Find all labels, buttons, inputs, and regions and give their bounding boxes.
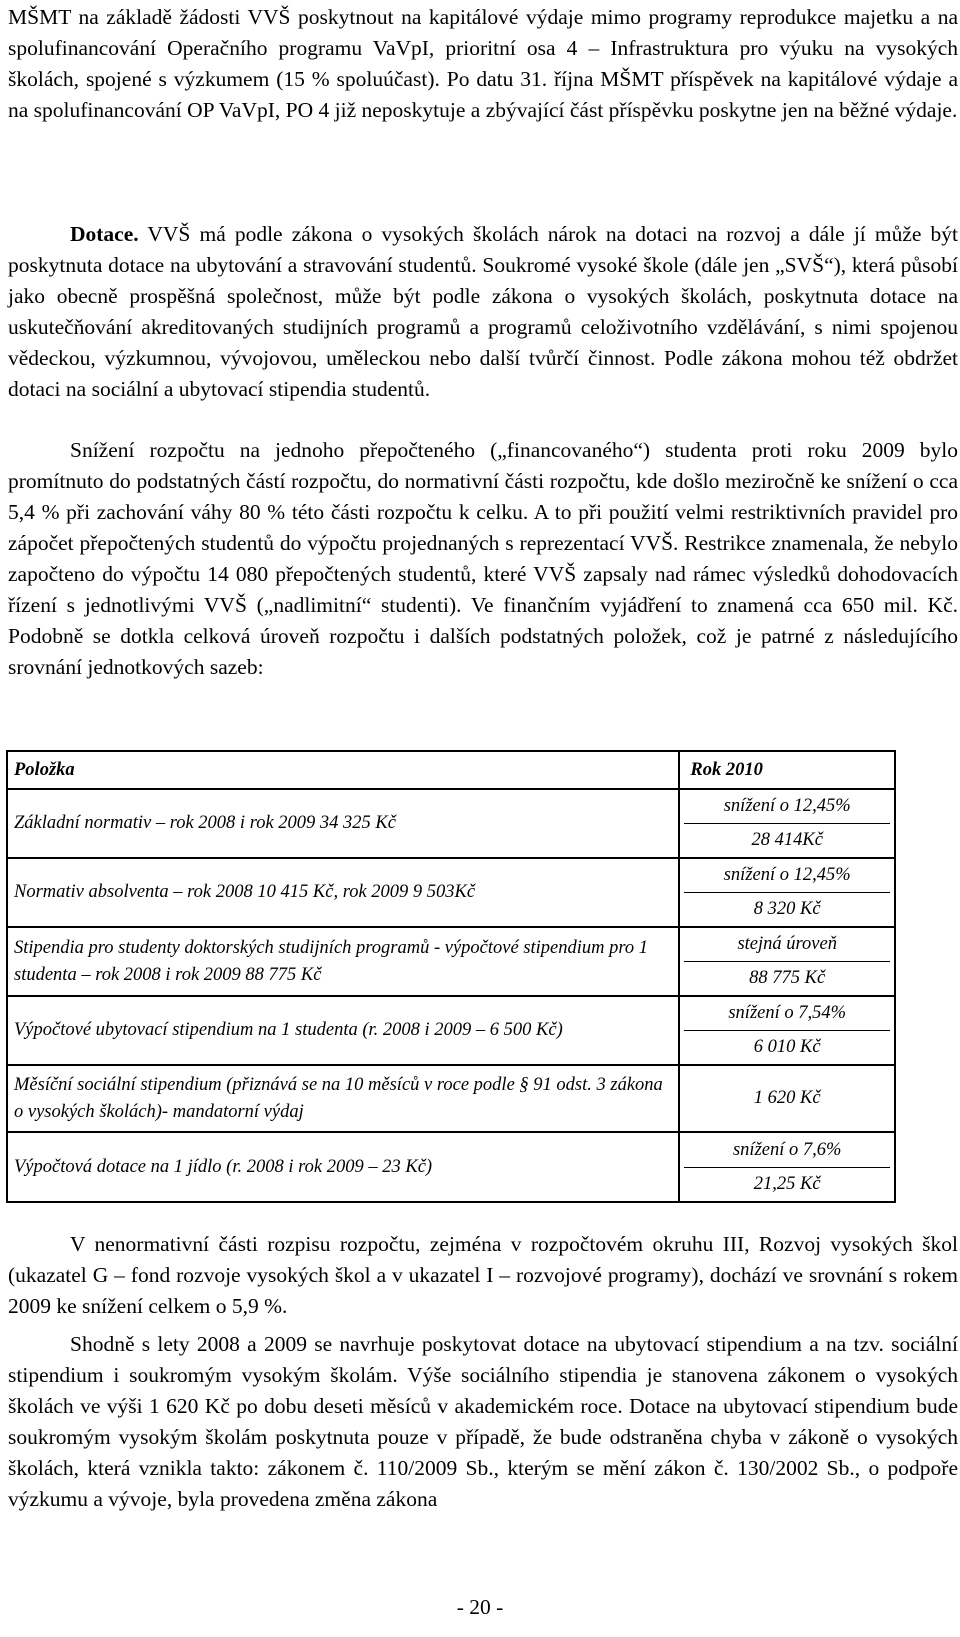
row-value: 21,25 Kč [753, 1173, 821, 1194]
subsidies-heading: Dotace. [70, 222, 139, 246]
header-item: Položka [7, 751, 679, 789]
paragraph-budget-reduction: Snížení rozpočtu na jednoho přepočteného („financovaného“) studenta proti roku 2009 bylo promítnuto do podstatných částí rozpočtu, do normativní části rozpočtu, kde došlo meziročně ke snížení o cca 5,4 % při zachování váhy 80 % této části rozpočtu k celku. A to při použití velmi restriktivních pravidel pro zápočet přepočtených studentů do výpočtu projednaných s reprezentací VVŠ. Restrikce znamenala, že nebylo započteno do výpočtu 14 080 přepočtených studentů, které VVŠ zapsaly nad rámec výsledků dohodovacích řízení s jednotlivými VVŠ („nadlimitní“ studenti). Ve finančním vyjádření to znamená cca 650 mil. Kč. Podobně se dotkla celková úroveň rozpočtu i dalších podstatných položek, což je patrné z následujícího srovnání jednotkových sazeb: [8, 438, 958, 679]
row-item: Stipendia pro studenty doktorských studijních programů - výpočtové stipendium pro 1 studenta – rok 2008 i rok 2009 88 775 Kč [7, 927, 679, 996]
row-value-cell [679, 1065, 895, 1132]
table-row [7, 1065, 895, 1132]
row-change: snížení o 12,45% [684, 790, 890, 824]
header-year: Rok 2010 [679, 751, 895, 789]
row-change: snížení o 7,6% [684, 1134, 890, 1168]
subsidies-body: VVŠ má podle zákona o vysokých školách nárok na dotaci na rozvoj a dále jí může být poskytnuta dotace na ubytování a stravování studentů. Soukromé vysoké škole (dále jen „SVŠ“), která působí jako obecně prospěšná společnost, může být podle zákona o vysokých školách, poskytnuta dotace na uskutečňování akreditovaných studijních programů a programů celoživotního vzdělávání, s nimi spojenou vědeckou, výzkumnou, vývojovou, uměleckou nebo další tvůrčí činnost. Podle zákona mohou též obdržet dotaci na sociální a ubytovací stipendia studentů. [8, 222, 958, 401]
row-change: snížení o 7,54% [684, 997, 890, 1031]
table-row [7, 1132, 895, 1202]
paragraph-capital-expenses: MŠMT na základě žádosti VVŠ poskytnout na kapitálové výdaje mimo programy reprodukce majetku a na spolufinancování Operačního programu VaVpI, prioritní osa 4 – Infrastruktura pro výuku na vysokých školách, spojené s výzkumem (15 % spoluúčast). Po datu 31. října MŠMT příspěvek na kapitálové výdaje a na spolufinancování OP VaVpI, PO 4 již neposkytuje a zbývající část příspěvku poskytne jen na běžné výdaje. [8, 5, 958, 122]
paragraph-subsidies [8, 219, 958, 405]
row-value: 88 775 Kč [749, 968, 826, 988]
row-value-cell [679, 1132, 895, 1202]
row-item: Výpočtové ubytovací stipendium na 1 studenta (r. 2008 i 2009 – 6 500 Kč) [7, 996, 679, 1065]
unit-rates-table [6, 750, 896, 1203]
row-value-cell [679, 996, 895, 1065]
table-row [7, 927, 895, 996]
row-item: Normativ absolventa – rok 2008 10 415 Kč, rok 2009 9 503Kč [7, 858, 679, 927]
table-header-row [7, 751, 895, 789]
table-row [7, 858, 895, 927]
row-value: 28 414Kč [751, 830, 823, 850]
row-value-cell [679, 858, 895, 927]
row-item: Základní normativ – rok 2008 i rok 2009 34 325 Kč [7, 789, 679, 858]
row-value-cell [679, 927, 895, 996]
row-value: 1 620 Kč [753, 1088, 821, 1108]
row-change: snížení o 12,45% [684, 859, 890, 893]
row-item: Výpočtová dotace na 1 jídlo (r. 2008 i rok 2009 – 23 Kč) [7, 1132, 679, 1202]
table-row [7, 996, 895, 1065]
row-value-cell [679, 789, 895, 858]
row-change: stejná úroveň [684, 928, 890, 962]
row-value: 8 320 Kč [753, 899, 821, 919]
paragraph-non-normative: V nenormativní části rozpisu rozpočtu, zejména v rozpočtovém okruhu III, Rozvoj vysokých škol (ukazatel G – fond rozvoje vysokých škol a v ukazatel I – rozvojové programy), dochází ve srovnání s rokem 2009 ke snížení celkem o 5,9 %. [8, 1232, 958, 1318]
page-number: - 20 - [456, 1595, 504, 1619]
row-value: 6 010 Kč [753, 1037, 821, 1057]
row-item: Měsíční sociální stipendium (přiznává se na 10 měsíců v roce podle § 91 odst. 3 zákona o vysokých školách)- mandatorní výdaj [7, 1065, 679, 1132]
paragraph-scholarships: Shodně s lety 2008 a 2009 se navrhuje poskytovat dotace na ubytovací stipendium a na tzv. sociální stipendium i soukromým vysokým školám. Výše sociálního stipendia je stanovena zákonem o vysokých školách ve výši 1 620 Kč po dobu deseti měsíců v akademickém roce. Dotace na ubytovací stipendium bude soukromým vysokým školám poskytnuta pouze v případě, že bude odstraněna chyba v zákoně o vysokých školách, která vznikla takto: zákonem č. 110/2009 Sb., kterým se mění zákon č. 130/2002 Sb., o podpoře výzkumu a vývoje, byla provedena změna zákona [8, 1332, 958, 1511]
table-row [7, 789, 895, 858]
